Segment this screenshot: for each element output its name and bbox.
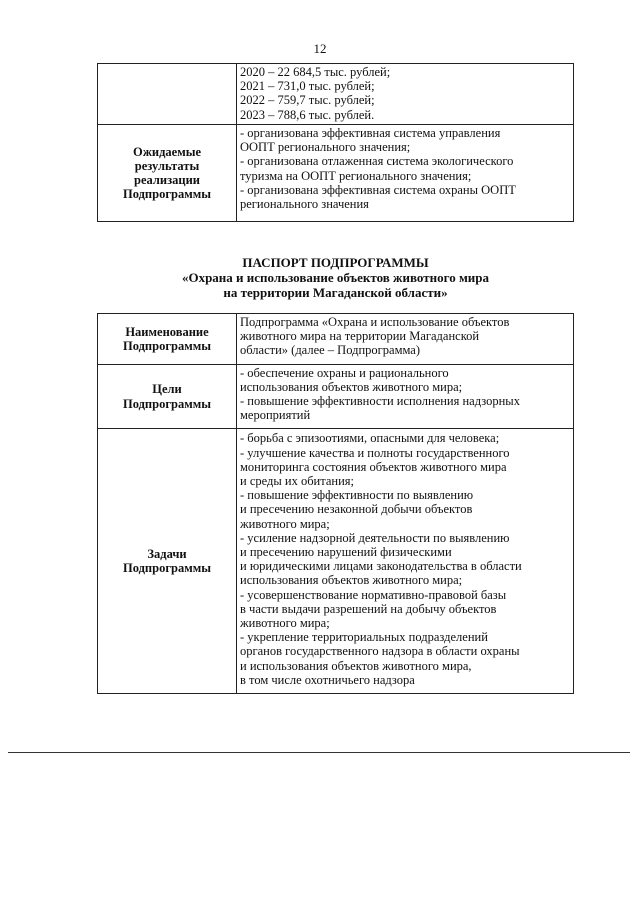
- result-line: ООПТ регионального значения;: [240, 140, 411, 155]
- label-line: Подпрограммы: [122, 396, 211, 411]
- subprogram-passport-table: [97, 313, 574, 694]
- goal-line: - повышение эффективности исполнения надзорных: [240, 394, 520, 409]
- goal-line: мероприятий: [240, 408, 311, 423]
- name-line: области» (далее – Подпрограмма): [240, 343, 421, 358]
- task-line: - укрепление территориальных подразделений: [240, 630, 488, 645]
- label-line: реализации: [134, 173, 200, 188]
- footer-divider: [8, 752, 630, 753]
- funding-line: 2023 – 788,6 тыс. рублей.: [240, 107, 375, 122]
- task-line: использования объектов животного мира;: [240, 573, 463, 588]
- expected-results-content: [237, 125, 574, 222]
- label-line: Подпрограммы: [122, 338, 211, 353]
- task-line: животного мира;: [240, 616, 330, 631]
- goals-label: [98, 364, 237, 429]
- label-line: результаты: [134, 158, 200, 173]
- passport-title: ПАСПОРТ ПОДПРОГРАММЫ: [242, 255, 429, 270]
- subprogram-continuation-table: [97, 63, 574, 222]
- task-line: и пресечению незаконной добычи объектов: [240, 502, 473, 517]
- tasks-content: [237, 429, 574, 694]
- passport-subtitle-line: на территории Магаданской области»: [223, 285, 448, 300]
- result-line: - организована эффективная система охраны ООПТ: [240, 182, 516, 197]
- task-line: и среды их обитания;: [240, 474, 355, 489]
- label-line: Ожидаемые: [132, 144, 202, 159]
- task-line: животного мира;: [240, 516, 330, 531]
- name-line: животного мира на территории Магаданской: [240, 329, 480, 344]
- goal-line: - обеспечение охраны и рационального: [240, 365, 449, 380]
- task-line: и использования объектов животного мира,: [240, 658, 472, 673]
- task-line: и пресечению нарушений физическими: [240, 545, 452, 560]
- passport-heading: [97, 255, 574, 300]
- task-line: - улучшение качества и полноты государственного: [240, 445, 510, 460]
- goals-content: [237, 364, 574, 429]
- task-line: в части выдачи разрешений на добычу объектов: [240, 601, 497, 616]
- task-line: - повышение эффективности по выявлению: [240, 488, 474, 503]
- label-line: Цели: [152, 382, 182, 397]
- task-line: и юридическими лицами законодательства в области: [240, 559, 522, 574]
- result-line: туризма на ООПТ регионального значения;: [240, 168, 472, 183]
- funding-label-cell: [98, 64, 237, 125]
- label-line: Подпрограммы: [122, 187, 211, 202]
- funding-line: 2022 – 759,7 тыс. рублей;: [240, 93, 375, 108]
- task-line: - усовершенствование нормативно-правовой базы: [240, 587, 507, 602]
- result-line: - организована эффективная система управления: [240, 126, 501, 140]
- funding-line: 2020 – 22 684,5 тыс. рублей;: [240, 65, 391, 79]
- task-line: в том числе охотничьего надзора: [240, 672, 415, 687]
- name-label: [98, 314, 237, 365]
- result-line: регионального значения: [240, 197, 369, 212]
- table-row-tasks: [98, 429, 574, 694]
- table-row-goals: [98, 364, 574, 429]
- task-line: мониторинга состояния объектов животного мира: [240, 459, 507, 474]
- expected-results-label: [98, 125, 237, 222]
- result-line: - организована отлаженная система экологического: [240, 154, 514, 169]
- task-line: органов государственного надзора в области охраны: [240, 644, 520, 659]
- table-row-funding: [98, 64, 574, 125]
- label-line: Подпрограммы: [122, 561, 211, 576]
- task-line: - усиление надзорной деятельности по выявлению: [240, 530, 510, 545]
- label-line: Задачи: [147, 547, 187, 562]
- label-line: Наименование: [125, 324, 209, 339]
- task-line: - борьба с эпизоотиями, опасными для человека;: [240, 431, 500, 446]
- table-row-expected-results: [98, 125, 574, 222]
- page-number: 12: [313, 41, 327, 56]
- passport-subtitle-line: «Охрана и использование объектов животного мира: [181, 270, 490, 285]
- funding-content-cell: [237, 64, 574, 125]
- funding-line: 2021 – 731,0 тыс. рублей;: [240, 79, 375, 94]
- tasks-label: [98, 429, 237, 694]
- goal-line: использования объектов животного мира;: [240, 379, 463, 394]
- table-row-name: [98, 314, 574, 365]
- name-content: [237, 314, 574, 365]
- name-line: Подпрограмма «Охрана и использование объектов: [240, 315, 510, 329]
